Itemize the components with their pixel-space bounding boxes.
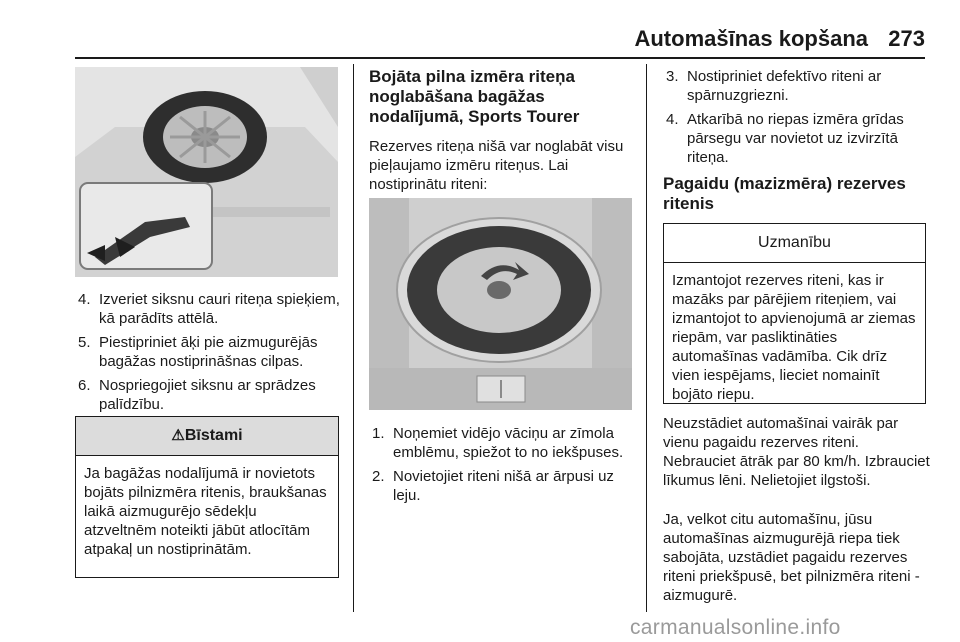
list-item: 5. Piestipriniet āķi pie aizmugurējās bagāžas nostiprināšnas cilpas. [78, 334, 318, 370]
notice-box-body: Izmantojot rezerves riteni, kas ir mazāks par pārējiem riteņiem, vai izmantojot to apvienojumā ar ziemas riepām, var pasliktināties automašīnas vadāmība. Cik drīz vien iespējams, lieciet nomainīt bojāto riepu. [672, 272, 916, 403]
list-item: 3. Nostipriniet defektīvo riteni ar spārnuzgriezni. [666, 68, 882, 104]
danger-box-body: Ja bagāžas nodalījumā ir novietots bojāts pilnizmēra ritenis, braukšanas laikā aizmugurējo sēdekļu atzveltnēm noteikti jābūt atlocītām atpakaļ un nostiprinātām. [84, 465, 327, 558]
list-item: 2. Novietojiet riteni nišā ar ārpusi uz leju. [372, 468, 614, 504]
right-paragraph-1: Neuzstādiet automašīnai vairāk par vienu pagaidu rezerves riteni. Nebrauciet ātrāk par 80 km/h. Izbrauciet līkumus lēni. Nelietojiet ilgstoši. [663, 415, 930, 489]
middle-intro-text: Rezerves riteņa nišā var noglabāt visu pieļaujamo izmēru riteņus. Lai nostiprinātu riteni: [369, 138, 624, 193]
list-item: 1. Noņemiet vidējo vāciņu ar zīmola emblēmu, spiežot to no iekšpuses. [372, 425, 624, 461]
list-item: 4. Atkarībā no riepas izmēra grīdas pārsegu var novietot uz izvirzītā riteņa. [666, 111, 904, 166]
right-steps-list [663, 67, 931, 172]
notice-box [663, 223, 926, 404]
temporary-spare-heading: Pagaidu (mazizmēra) rezerves ritenis [663, 174, 906, 213]
danger-box [75, 416, 339, 578]
column-divider-left [353, 64, 354, 612]
page-header-title: Automašīnas kopšana [634, 26, 868, 51]
list-item: 6. Nospriegojiet siksnu ar sprādzes palīdzību. [78, 377, 316, 413]
trunk-wheel-strap-illustration [75, 67, 338, 277]
notice-box-heading: Uzmanību [664, 224, 925, 263]
middle-section-heading: Bojāta pilna izmēra riteņa noglabāšana bagāžas nodalījumā, Sports Tourer [369, 67, 580, 126]
list-item: 4. Izveriet siksnu cauri riteņa spieķiem, kā parādīts attēlā. [78, 291, 340, 327]
spare-well-wheel-illustration [369, 198, 632, 410]
page-number: 273 [888, 26, 925, 51]
column-divider-right [646, 64, 647, 612]
middle-steps-list [369, 424, 637, 510]
header-rule [75, 57, 925, 59]
right-paragraph-2: Ja, velkot citu automašīnu, jūsu automašīnas aizmugurējā riepa tiek sabojāta, uzstādiet pagaidu rezerves riteni priekšpusē, bet pilnizmēra riteni - aizmugurē. [663, 511, 920, 604]
danger-box-heading: ⚠Bīstami [76, 417, 338, 456]
warning-triangle-icon: ⚠ [171, 427, 185, 444]
left-steps-list [75, 290, 345, 419]
watermark-text: carmanualsonline.info [630, 616, 841, 639]
